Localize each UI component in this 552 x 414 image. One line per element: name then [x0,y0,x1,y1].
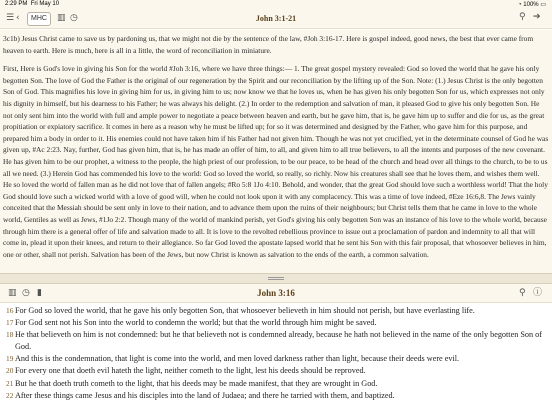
verse-number: 21 [6,378,14,388]
split-divider[interactable] [0,273,552,284]
info-icon[interactable]: ⓘ [533,288,543,298]
verse-number: 22 [6,390,14,400]
verse-text: For every one that doeth evil hateth the light, neither cometh to the light, lest his deeds should be reproved. [15,366,366,376]
verse-row[interactable] [3,353,552,365]
bible-pane[interactable] [0,303,552,414]
verse-text: And this is the condemnation, that light is come into the world, and men loved darkness rather than light, because their deeds were evil. [15,354,460,364]
status-time: 2:29 PM Fri May 10 [5,1,60,7]
history-icon[interactable]: ◷ [22,288,30,298]
verse-number: 16 [6,306,14,315]
verse-text: For God sent not his Son into the world to condemn the world; but that the world through him might be saved. [15,318,377,328]
verse-number: 20 [6,366,14,376]
sidebar-icon[interactable]: ☰ [6,13,15,23]
verse-row[interactable] [3,317,552,329]
commentary-title[interactable]: John 3:1-21 [255,14,297,23]
status-bar [0,0,552,9]
bible-toolbar [0,284,552,303]
verse-text: He that believeth on him is not condemned: but he that believeth not is condemned already, because he hath not believed in the name of the only begotten Son of God. [15,330,542,352]
commentary-pane[interactable] [0,30,552,273]
verse-row[interactable] [3,390,552,402]
history-icon[interactable]: ◷ [70,13,78,23]
verse-number: 17 [6,318,14,328]
verse-text: But he that doeth truth cometh to the light, that his deeds may be made manifest, that they are wrought in God. [15,378,378,388]
verse-row[interactable] [3,305,552,317]
commentary-paragraph: 3c1b) Jesus Christ came to save us by pardoning us, that we might not die by the sentence of the law, #Joh 3:16-17. Here is gospel indeed, good news, the best that ever came from heaven to earth. Here is much, here is all in a little, the word of reconciliation in miniature. [3,34,534,55]
commentary-paragraph: First, Here is God's love in giving his Son for the world #Joh 3:16, where we have three things:— 1. The great gospel mystery revealed: God so loved the world that he gave his only begotten Son. The love of God the Father is the original of our regeneration by the Spirit and our reconciliation by the lifting up of the Son. Note: (1.) Jesus Christ is the only begotten Son of God. This magnifies his love in giving him for us, in giving him to us; now know we that he loves us, when he has given his only begotten Son for us, which expresses not only his dignity in himself, but his dearness to his Father; he was always his delight. (2.) In order to the redemption and salvation of man, it pleased God to give his only begotten Son. He not only sent him into the world with full and ample power to negotiate a peace between heaven and earth, but he gave him, that is, he gave him up to suffer and die for us, as the great propitiation or expiatory sacrifice. It comes in here as a reason why he must be lifted up; for so it was determined and designed by the Father, who gave him for this purpose, and prepared him a body in order to it. His enemies could not have taken him if his Father had not given him. Though he was not yet crucified, yet in the determinate counsel of God he was given up, #Ac 2:23. Nay, further, God has given him, that is, he has made an offer of him, to all, and given him to all true believers, to all the intents and purposes of the new covenant. He has given him to be our prophet, a witness to the people, the high priest of our profession, to be our peace, to be head of the church and head over all things to the church, to be to us all we need. (3.) Herein God has commended his love to the world: God so loved the world, so really, so richly. Now his creatures shall see that he loves them, and wishes them well. He so loved the world of fallen man as he did not love that of fallen angels; #Ro 5:8 1Jo 4:10. Behold, and wonder, that the great God should love such a worthless world! That the holy God should love such a wicked world with a love of good will, when he could not look upon it with any complacency. This was a time of love indeed, #Eze 16:6,8. The Jews vainly conceited that the Messiah should be sent only in love to their nation, and to advance them upon the ruins of their neighbours; but Christ tells them that he came in love to the whole world, Gentiles as well as Jews, #1Jo 2:2. Though many of the world of mankind perish, yet God's giving his only begotten Son was an instance of his love to the whole world, because through him there is a general offer of life and salvation made to all. It is love to the revolted rebellious province to issue out a proclamation of pardon and indemnity to all that will come in, plead it upon their knees, and return to their allegiance. So far God loved the apostate lapsed world that he sent his Son with this fair proposal, that whosoever believes in him, one or other, shall not perish. Salvation has been of the Jews, but now Christ is known as salvation to the ends of the earth, a common salvation. [3,64,549,259]
forward-icon[interactable]: ➔ [533,12,541,22]
wifi-icon: ◔ [518,2,522,8]
verse-row[interactable] [3,329,552,353]
library-icon[interactable]: ▥ [57,13,66,23]
battery-icon: ▭ [540,2,546,8]
commentary-toolbar [0,9,552,29]
bookmark-icon[interactable]: ▮ [37,288,42,298]
verse-row[interactable] [3,365,552,377]
verse-text: After these things came Jesus and his disciples into the land of Judaea; and there he tarried with them, and baptized. [15,390,395,400]
drag-handle-icon[interactable] [268,277,284,280]
bible-title[interactable]: John 3:16 [257,288,295,298]
commentary-select-button[interactable]: MHC [27,12,51,26]
search-icon[interactable]: ⚲ [519,288,526,298]
verse-list [0,303,552,402]
verse-number: 18 [6,330,14,340]
verse-text: For God so loved the world, that he gave his only begotten Son, that whosoever believeth in him should not perish, but have everlasting life. [15,306,475,315]
verse-row[interactable] [3,378,552,390]
library-icon[interactable]: ▥ [8,288,17,298]
status-battery: ◔ 100% ▭ [518,2,546,8]
verse-number: 19 [6,354,14,364]
back-icon[interactable]: ‹ [16,13,20,23]
search-icon[interactable]: ⚲ [519,12,526,22]
